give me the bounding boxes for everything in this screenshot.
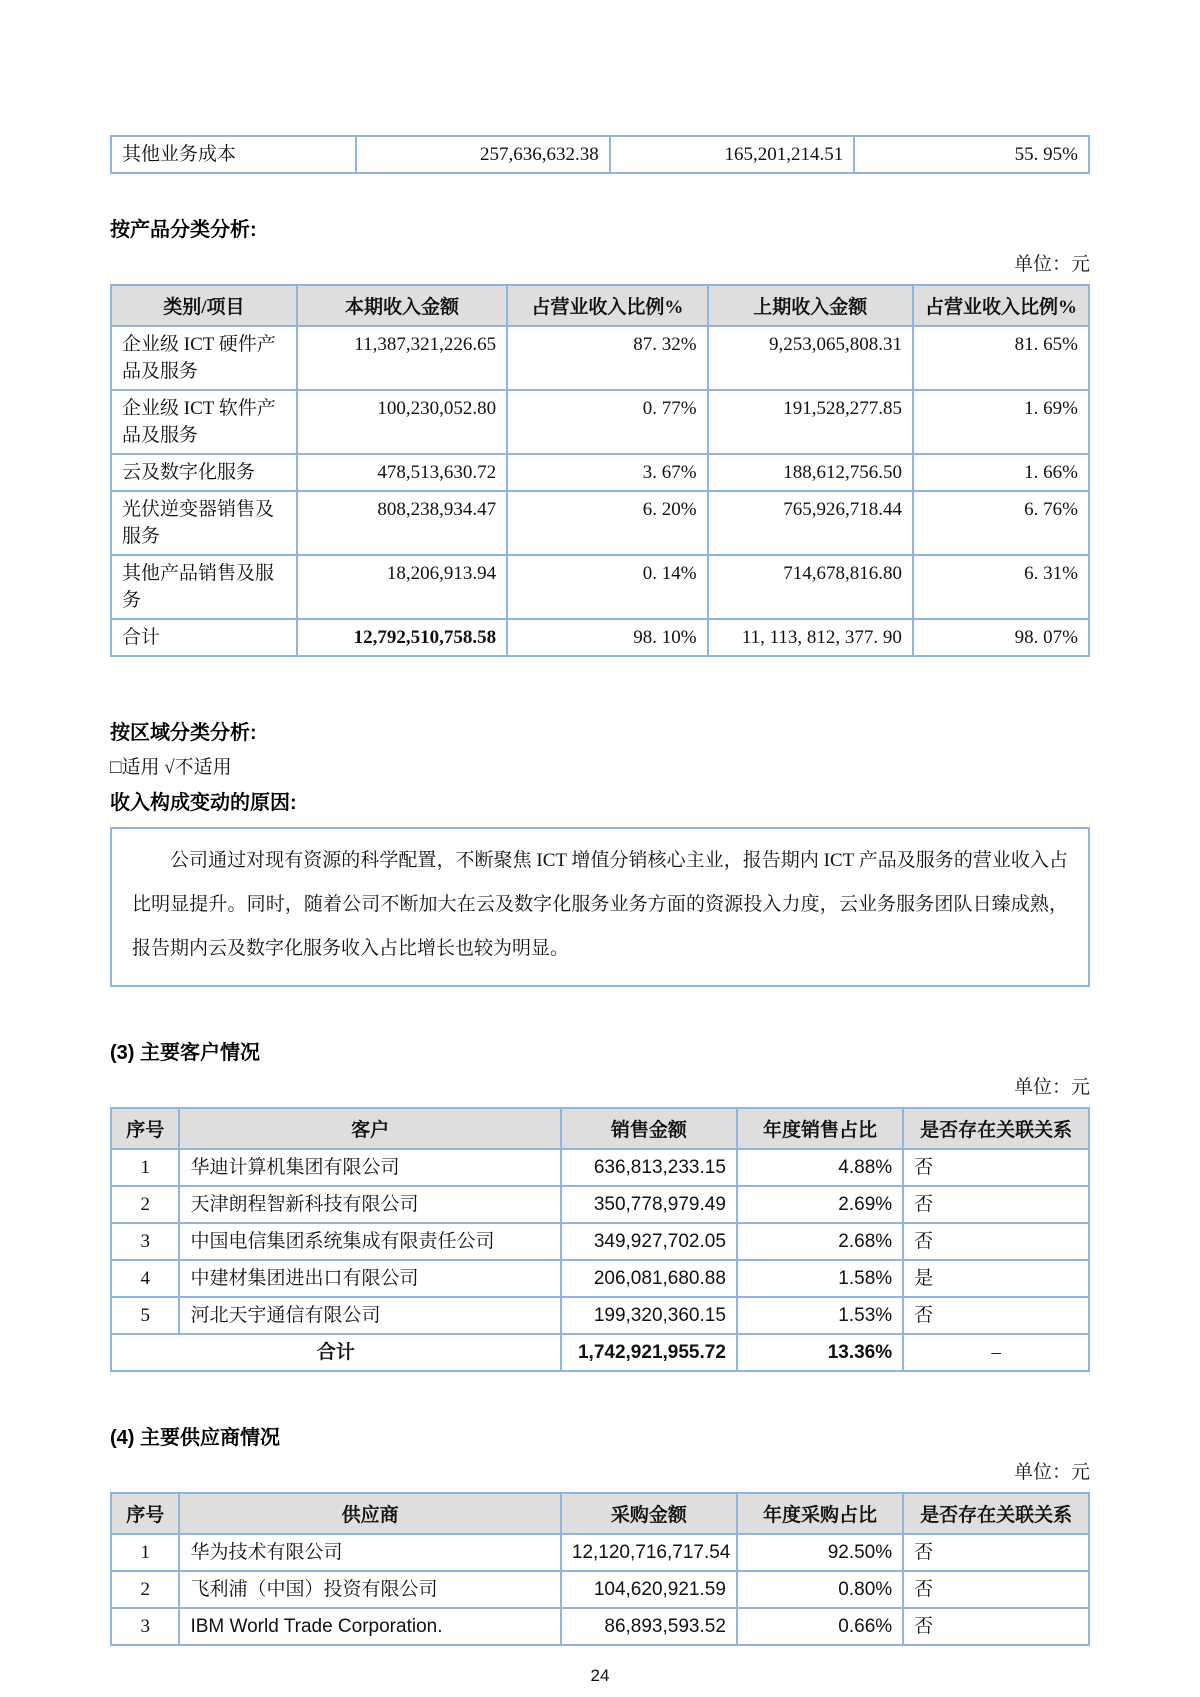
table-header-row <box>111 1108 1089 1149</box>
supplier-table <box>110 1492 1090 1646</box>
sales-amount: 349,927,702.05 <box>561 1223 737 1260</box>
sales-amount: 206,081,680.88 <box>561 1260 737 1297</box>
unit-label-product: 单位：元 <box>1013 254 1090 275</box>
table-row <box>111 1186 1089 1223</box>
category-label: 企业级 ICT 硬件产品及服务 <box>111 326 297 390</box>
col-header-current-ratio: 占营业收入比例% <box>507 285 707 326</box>
total-sales-ratio: 13.36% <box>737 1334 903 1371</box>
category-label: 云及数字化服务 <box>111 454 297 491</box>
prior-ratio: 1. 66% <box>913 454 1089 491</box>
customer-table <box>110 1107 1090 1372</box>
col-header-purchase-amount: 采购金额 <box>561 1493 737 1534</box>
col-header-sales-amount: 销售金额 <box>561 1108 737 1149</box>
sales-ratio: 2.69% <box>737 1186 903 1223</box>
row-index: 3 <box>111 1223 179 1260</box>
table-row <box>111 1534 1089 1571</box>
current-revenue: 478,513,630.72 <box>297 454 507 491</box>
related-party-flag: 否 <box>903 1149 1089 1186</box>
col-header-sales-ratio: 年度销售占比 <box>737 1108 903 1149</box>
current-ratio: 0. 14% <box>507 555 707 619</box>
col-header-purchase-ratio: 年度采购占比 <box>737 1493 903 1534</box>
related-party-flag: 否 <box>903 1534 1089 1571</box>
table-row <box>111 390 1089 454</box>
col-header-supplier: 供应商 <box>179 1493 560 1534</box>
sales-amount: 636,813,233.15 <box>561 1149 737 1186</box>
sales-amount: 199,320,360.15 <box>561 1297 737 1334</box>
total-current-revenue: 12,792,510,758.58 <box>297 619 507 656</box>
row-index: 1 <box>111 1534 179 1571</box>
related-party-flag: 否 <box>903 1608 1089 1645</box>
col-header-category: 类别/项目 <box>111 285 297 326</box>
reason-box <box>110 827 1090 987</box>
total-sales-amount: 1,742,921,955.72 <box>561 1334 737 1371</box>
cost-row-label: 其他业务成本 <box>111 136 356 173</box>
table-header-row <box>111 285 1089 326</box>
prior-ratio: 81. 65% <box>913 326 1089 390</box>
table-row <box>111 136 1089 173</box>
supplier-section-heading: (4) 主要供应商情况 <box>110 1427 280 1449</box>
category-label: 企业级 ICT 软件产品及服务 <box>111 390 297 454</box>
total-prior-ratio: 98. 07% <box>913 619 1089 656</box>
cost-prior-amount: 165,201,214.51 <box>610 136 855 173</box>
related-party-flag: 是 <box>903 1260 1089 1297</box>
sales-ratio: 2.68% <box>737 1223 903 1260</box>
cost-current-amount: 257,636,632.38 <box>356 136 610 173</box>
current-revenue: 100,230,052.80 <box>297 390 507 454</box>
table-row <box>111 555 1089 619</box>
prior-revenue: 765,926,718.44 <box>708 491 913 555</box>
prior-revenue: 714,678,816.80 <box>708 555 913 619</box>
prior-ratio: 6. 31% <box>913 555 1089 619</box>
table-total-row <box>111 1334 1089 1371</box>
current-ratio: 3. 67% <box>507 454 707 491</box>
total-label: 合计 <box>111 619 297 656</box>
prior-ratio: 6. 76% <box>913 491 1089 555</box>
customer-name: 河北天宇通信有限公司 <box>179 1297 560 1334</box>
category-label: 光伏逆变器销售及服务 <box>111 491 297 555</box>
purchase-amount: 104,620,921.59 <box>561 1571 737 1608</box>
prior-revenue: 9,253,065,808.31 <box>708 326 913 390</box>
table-row <box>111 1223 1089 1260</box>
prior-revenue: 191,528,277.85 <box>708 390 913 454</box>
table-row <box>111 326 1089 390</box>
table-row <box>111 491 1089 555</box>
other-business-cost-table <box>110 135 1090 174</box>
sales-ratio: 1.53% <box>737 1297 903 1334</box>
row-index: 3 <box>111 1608 179 1645</box>
current-revenue: 808,238,934.47 <box>297 491 507 555</box>
product-analysis-heading: 按产品分类分析: <box>110 219 257 241</box>
table-row <box>111 1149 1089 1186</box>
supplier-name: 飞利浦（中国）投资有限公司 <box>179 1571 560 1608</box>
col-header-related-party: 是否存在关联关系 <box>903 1108 1089 1149</box>
purchase-ratio: 0.80% <box>737 1571 903 1608</box>
purchase-amount: 12,120,716,717.54 <box>561 1534 737 1571</box>
reason-text: 公司通过对现有资源的科学配置，不断聚焦 ICT 增值分销核心主业，报告期内 ICT 产品及服务的营业收入占比明显提升。同时，随着公司不断加大在云及数字化服务业务方面的资源投入力度，云业务服务团队日臻成熟，报告期内云及数字化服务收入占比增长也较为明显。 <box>132 850 1068 959</box>
purchase-ratio: 0.66% <box>737 1608 903 1645</box>
purchase-amount: 86,893,593.52 <box>561 1608 737 1645</box>
table-row <box>111 1571 1089 1608</box>
table-row <box>111 454 1089 491</box>
current-ratio: 6. 20% <box>507 491 707 555</box>
current-revenue: 11,387,321,226.65 <box>297 326 507 390</box>
page-number: 24 <box>590 1666 610 1685</box>
total-label: 合计 <box>111 1334 561 1371</box>
category-label: 其他产品销售及服务 <box>111 555 297 619</box>
supplier-name: 华为技术有限公司 <box>179 1534 560 1571</box>
col-header-current-revenue: 本期收入金额 <box>297 285 507 326</box>
row-index: 2 <box>111 1186 179 1223</box>
row-index: 4 <box>111 1260 179 1297</box>
related-party-flag: 否 <box>903 1223 1089 1260</box>
col-header-prior-ratio: 占营业收入比例% <box>913 285 1089 326</box>
unit-label-customer: 单位：元 <box>1013 1077 1090 1098</box>
prior-ratio: 1. 69% <box>913 390 1089 454</box>
region-analysis-heading: 按区域分类分析: <box>110 722 257 744</box>
related-party-flag: 否 <box>903 1297 1089 1334</box>
prior-revenue: 188,612,756.50 <box>708 454 913 491</box>
current-ratio: 87. 32% <box>507 326 707 390</box>
table-row <box>111 1260 1089 1297</box>
supplier-name: IBM World Trade Corporation. <box>179 1608 560 1645</box>
customer-name: 中建材集团进出口有限公司 <box>179 1260 560 1297</box>
row-index: 5 <box>111 1297 179 1334</box>
reason-heading: 收入构成变动的原因: <box>110 792 297 814</box>
table-header-row <box>111 1493 1089 1534</box>
sales-ratio: 1.58% <box>737 1260 903 1297</box>
applicability-line: □适用 √不适用 <box>110 757 232 778</box>
unit-label-supplier: 单位：元 <box>1013 1462 1090 1483</box>
cost-ratio: 55. 95% <box>854 136 1089 173</box>
table-total-row <box>111 619 1089 656</box>
total-current-ratio: 98. 10% <box>507 619 707 656</box>
related-party-flag: 否 <box>903 1571 1089 1608</box>
table-row <box>111 1297 1089 1334</box>
col-header-prior-revenue: 上期收入金额 <box>708 285 913 326</box>
total-related-dash: – <box>903 1334 1089 1371</box>
customer-name: 天津朗程智新科技有限公司 <box>179 1186 560 1223</box>
col-header-index: 序号 <box>111 1493 179 1534</box>
related-party-flag: 否 <box>903 1186 1089 1223</box>
col-header-related-party: 是否存在关联关系 <box>903 1493 1089 1534</box>
customer-section-heading: (3) 主要客户情况 <box>110 1042 260 1064</box>
sales-amount: 350,778,979.49 <box>561 1186 737 1223</box>
total-prior-revenue: 11, 113, 812, 377. 90 <box>708 619 913 656</box>
sales-ratio: 4.88% <box>737 1149 903 1186</box>
col-header-index: 序号 <box>111 1108 179 1149</box>
current-ratio: 0. 77% <box>507 390 707 454</box>
customer-name: 中国电信集团系统集成有限责任公司 <box>179 1223 560 1260</box>
col-header-customer: 客户 <box>179 1108 560 1149</box>
purchase-ratio: 92.50% <box>737 1534 903 1571</box>
customer-name: 华迪计算机集团有限公司 <box>179 1149 560 1186</box>
product-revenue-table <box>110 284 1090 657</box>
current-revenue: 18,206,913.94 <box>297 555 507 619</box>
row-index: 1 <box>111 1149 179 1186</box>
row-index: 2 <box>111 1571 179 1608</box>
table-row <box>111 1608 1089 1645</box>
